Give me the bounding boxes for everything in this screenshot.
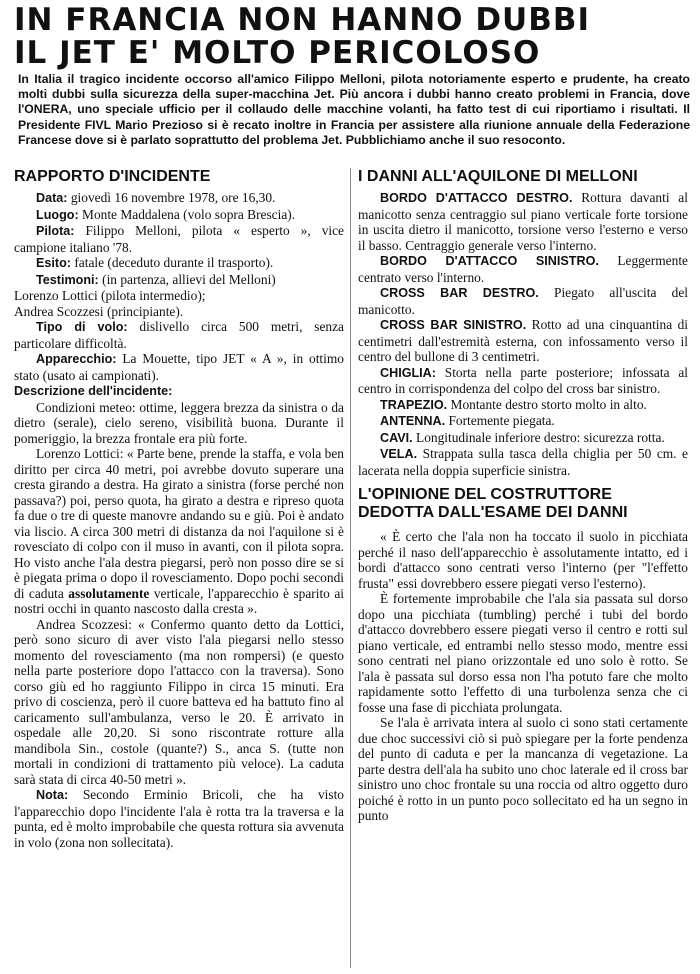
report-title: RAPPORTO D'INCIDENTE — [14, 168, 211, 185]
opinion-paragraph-1: « È certo che l'ala non ha toccato il suolo in picchiata perché il naso dell'apparecchio è assolutamente intatto, ed i bordi d'attacco sono centrati verso l'interno (per "l'effetto frusta" essi dovrebbero essere piegati verso l'esterno). — [358, 529, 688, 591]
left-column — [14, 168, 344, 968]
witness-1: Lorenzo Lottici (pilota intermedio); — [14, 288, 206, 303]
pilot-label: Pilota: — [36, 224, 75, 238]
damage-item-label: CHIGLIA: — [380, 365, 436, 380]
lottici-emphasis: assolutamente — [68, 585, 150, 601]
flight-type-value: dislivello circa 500 metri, senza particolare difficoltà. — [14, 319, 344, 351]
damage-item-text: Rotto ad una cinquantina di centimetri dall'estremità esterna, con infossamento verso il centro del bullone di 3 centimetri. — [358, 317, 688, 364]
opinion-paragraph-3: Se l'ala è arrivata intera al suolo ci sono stati certamente due choc successivi ciò si può spiegare per la forte pendenza del punto di caduta e per la mancanza di vegetazione. La parte destra dell'ala ha subito uno choc laterale ed il cross bar sinistro uno choc frontale su una roccia od altro oggetto duro poiché è rotto in un punto poco sollecitato ed ha un segno in punto — [358, 715, 688, 823]
report-pilot — [14, 223, 344, 255]
headline-line-2: IL JET E' MOLTO PERICOLOSO — [14, 37, 541, 70]
weather-paragraph: Condizioni meteo: ottime, leggera brezza da sinistra o da dietro (serale), cielo sereno, visibilità buona. Durante il pomeriggio, la brezza frontale era più forte. — [14, 399, 344, 446]
damage-item-label: CAVI. — [380, 430, 413, 445]
damage-item-label: CROSS BAR DESTRO. — [380, 286, 539, 300]
aircraft-value: La Mouette, tipo JET « A », in ottimo stato (usato ai campionati). — [14, 351, 344, 383]
damage-item-text: Fortemente piegata. — [448, 413, 555, 428]
opinion-title-line-2: DEDOTTA DALL'ESAME DEI DANNI — [358, 504, 628, 521]
right-column — [358, 168, 688, 968]
damage-item-text: Storta nella parte posteriore; infossata al centro in corrispondenza del colpo del cross bar sinistro. — [358, 364, 688, 396]
damage-item — [358, 285, 688, 317]
report-aircraft — [14, 351, 344, 383]
witness-2: Andrea Scozzesi (principiante). — [14, 303, 184, 319]
lottici-testimony — [14, 446, 344, 617]
damage-title: I DANNI ALL'AQUILONE DI MELLONI — [358, 168, 638, 185]
witnesses-label: Testimoni: — [36, 272, 99, 287]
report-note — [14, 787, 344, 850]
damage-item-text: Longitudinale inferiore destro: sicurezza rotta. — [416, 429, 665, 445]
place-label: Luogo: — [36, 207, 79, 222]
place-value: Monte Maddalena (volo sopra Brescia). — [82, 206, 296, 222]
damage-item-label: VELA. — [380, 447, 418, 461]
lottici-text: Lorenzo Lottici: « Parte bene, prende la staffa, e vola ben diritto per circa 40 metri, poi avrebbe dovuto superare una cresta girando a destra. Ha girato a sinistra (forse perché non passava?) poi, perso quota, ha girato a destra e ripreso quota fa due o tre di queste manovre andando su e giù. Poi è andato via liscio. A circa 300 metri di distanza da noi l'aquilone si è rovesciato di colpo con il muso in avanti, con il pilota sopra. Ho visto anche l'ala destra piegarsi, però non posso dire se si è piegata prima o dopo il rovesciamento. Dopo pochi secondi di caduta — [14, 446, 344, 601]
outcome-value: fatale (deceduto durante il trasporto). — [74, 255, 274, 270]
intro-paragraph: In Italia il tragico incidente occorso all'amico Filippo Melloni, pilota notoriamente esperto e prudente, ha creato molti dubbi sulla sicurezza della super-macchina Jet. Più ancora i dubbi hanno creato problemi in Francia, dove l'ONERA, uno speciale ufficio per il collaudo delle macchine volanti, ha fatto test di cui riportiamo i risultati. Il Presidente FIVL Mario Prezioso si è recato inoltre in Francia per assistere alla riunione annuale della Federazione Francese dove si è parlato soprattutto del problema Jet. Pubblichiamo anche il suo resoconto. — [18, 72, 690, 147]
date-label: Data: — [36, 191, 68, 205]
description-label: Descrizione dell'incidente: — [14, 384, 173, 398]
opinion-title-line-1: L'OPINIONE DEL COSTRUTTORE — [358, 486, 612, 503]
damage-item-text: Piegato all'uscita del manicotto. — [358, 285, 688, 317]
damage-list — [358, 190, 688, 478]
scozzesi-testimony: Andrea Scozzesi: « Confermo quanto detto da Lottici, però sono sicuro di aver visto l'ala piegarsi nello stesso momento del rovesciamento (ma non rompersi) (e questo nella parte posteriore dopo l'attacco con la traversa). Sono corso giù ed ho raggiunto Filippo in circa 15 minuti. Era privo di coscienza, però il cuore batteva ed ha battuto fino al caricamento sull'ambulanza, verso le 20. È arrivato in ospedale alle 20,20. Si sono riscontrate rotture alla mandibola Sin., costole (quante?) S., anca S. (tutte non mortali in condizioni di trattamento più veloce). La caduta sarà stata di circa 40-50 metri ». — [14, 616, 344, 787]
damage-item — [358, 253, 688, 285]
aircraft-label: Apparecchio: — [36, 352, 117, 366]
outcome-label: Esito: — [36, 256, 71, 270]
headline — [14, 4, 692, 70]
report-outcome — [14, 255, 344, 272]
report-place — [14, 207, 344, 224]
damage-item-text: Montante destro storto molto in alto. — [450, 396, 647, 412]
section-gap — [358, 478, 688, 486]
lottici-text-end: verticale, l'apparecchio è sparito ai nostri occhi in quanto nascosto dalla cresta ». — [14, 585, 344, 616]
damage-item-label: BORDO D'ATTACCO SINISTRO. — [380, 254, 599, 268]
damage-item-label: CROSS BAR SINISTRO. — [380, 318, 527, 332]
damage-item — [358, 430, 688, 447]
damage-item-label: ANTENNA. — [380, 414, 446, 428]
description-heading — [14, 383, 344, 400]
witnesses-value: (in partenza, allievi del Melloni) — [102, 271, 276, 287]
damage-item-text: Rottura davanti al manicotto senza centraggio sul piano verticale forte torsione in uscita dietro il manicotto, torsione verso l'esterno e verso il basso. Centraggio generale verso l'interno. — [358, 190, 688, 253]
report-witnesses — [14, 272, 344, 289]
damage-item — [358, 413, 688, 430]
damage-item-label: TRAPEZIO. — [380, 397, 448, 412]
pilot-value: Filippo Melloni, pilota « esperto », vice campione italiano '78. — [14, 223, 344, 255]
damage-item — [358, 317, 688, 365]
column-divider — [350, 168, 351, 968]
note-label: Nota: — [36, 788, 69, 802]
date-value: giovedì 16 novembre 1978, ore 16,30. — [70, 190, 276, 205]
damage-item — [358, 446, 688, 478]
flight-type-label: Tipo di volo: — [36, 320, 128, 334]
damage-item — [358, 190, 688, 253]
report-date — [14, 190, 344, 207]
damage-item-text: Leggermente centrato verso l'interno. — [358, 253, 688, 285]
note-value: Secondo Erminio Bricoli, che ha visto l'apparecchio dopo l'incidente l'ala è rotta tra la traversa e la punta, ed è molto improbabile che questa rottura sia avvenuta in volo (zona non sollecitata). — [14, 787, 344, 850]
headline-line-1: IN FRANCIA NON HANNO DUBBI — [14, 4, 591, 37]
damage-item-text: Strappata sulla tasca della chiglia per 50 cm. e lacerata nella doppia superficie sinistra. — [358, 446, 688, 478]
damage-item — [358, 365, 688, 397]
report-flight-type — [14, 319, 344, 351]
damage-item-label: BORDO D'ATTACCO DESTRO. — [380, 191, 573, 205]
damage-item — [358, 397, 688, 414]
opinion-paragraph-2: È fortemente improbabile che l'ala sia passata sul dorso dopo una picchiata (tumbling) perché i tubi del bordo d'attacco dovrebbero essere piegati verso il centro e rotti sul piano verticale, ed entrambi nello stesso modo, mentre essi sono centrati nel piano orizzontale ed uno solo è rotto. Se l'ala è passata sul dorso essa non l'ha potuto fare che molto rapidamente sotto l'effetto di una turbolenza senza che ci fosse una fase di picchiata prolungata. — [358, 591, 688, 715]
